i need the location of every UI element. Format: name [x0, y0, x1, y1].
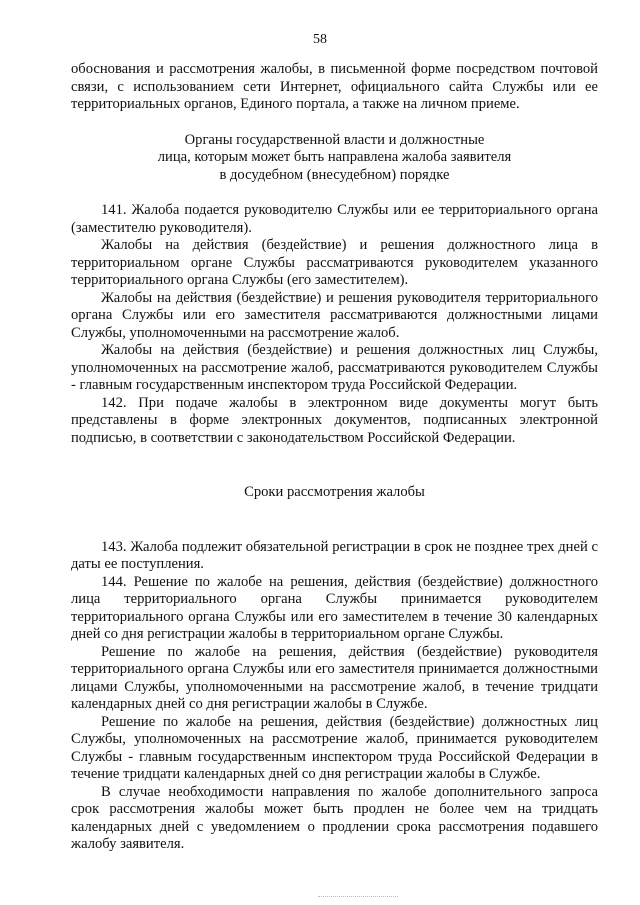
section-heading-line: лица, которым может быть направлена жалоба заявителя [157, 149, 512, 165]
paragraph: Жалобы на действия (бездействие) и решения должностных лиц Службы, уполномоченных на рассмотрение жалоб, рассматриваются руководителем Службы - главным государственным инспектором труда Российской Федерации. [71, 342, 598, 393]
paragraph: В случае необходимости направления по жалобе дополнительного запроса срок рассмотрения жалобы может быть продлен не более чем на тридцать календарных дней с уведомлением о продлении срока рассмотрения подавшего жалобу заявителя. [71, 783, 598, 852]
scan-artifact-line [318, 896, 398, 897]
paragraph-141: 141. Жалоба подается руководителю Службы или ее территориального органа (заместителю руководителя). [71, 202, 598, 236]
section-heading-terms: Сроки рассмотрения жалобы [244, 484, 425, 500]
section-heading-line: в досудебном (внесудебном) порядке [219, 166, 450, 183]
paragraph: Решение по жалобе на решения, действия (бездействие) руководителя территориального органа Службы или его заместителя принимается должностными лицами Службы, уполномоченными на рассмотрение жалоб, в течение тридцати календарных дней со дня регистрации жалобы в Службе. [71, 643, 598, 712]
spacer [71, 447, 598, 484]
spacer [71, 114, 598, 132]
paragraph: Жалобы на действия (бездействие) и решения должностного лица в территориальном органе Службы рассматриваются руководителем указанного территориального органа Службы (его заместителем). [71, 237, 598, 288]
spacer [71, 184, 598, 202]
paragraph: Жалобы на действия (бездействие) и решения руководителя территориального органа Службы или его заместителя рассматриваются должностными лицами Службы, уполномоченными на рассмотрение жалоб. [71, 289, 598, 341]
paragraph-continued: обоснования и рассмотрения жалобы, в письменной форме посредством почтовой связи, с использованием сети Интернет, официального сайта Службы или ее территориальных органов, Единого портала, а также на личном приеме. [71, 61, 598, 112]
paragraph-144: 144. Решение по жалобе на решения, действия (бездействие) должностного лица территориального органа Службы принимается руководителем территориального органа Службы или его заместителем в течение 30 календарных дней со дня регистрации жалобы в территориальном органе Службы. [71, 573, 598, 642]
paragraph-142: 142. При подаче жалобы в электронном виде документы могут быть представлены в форме электронных документов, подписанных электронной подписью, в соответствии с законодательством Российской Федерации. [71, 394, 598, 446]
section-heading-organs [71, 132, 598, 185]
page-content [71, 61, 598, 854]
paragraph-143: 143. Жалоба подлежит обязательной регистрации в срок не позднее трех дней с даты ее поступления. [71, 538, 598, 572]
section-heading-line: Органы государственной власти и должностные [184, 131, 485, 148]
paragraph: Решение по жалобе на решения, действия (бездействие) должностных лиц Службы, уполномоченных на рассмотрение жалоб, принимается руководителем Службы - главным государственным инспектором труда Российской Федерации в течение тридцати календарных дней со дня регистрации жалобы в Службе. [71, 713, 598, 782]
spacer [71, 502, 598, 539]
page-number: 58 [313, 32, 327, 47]
